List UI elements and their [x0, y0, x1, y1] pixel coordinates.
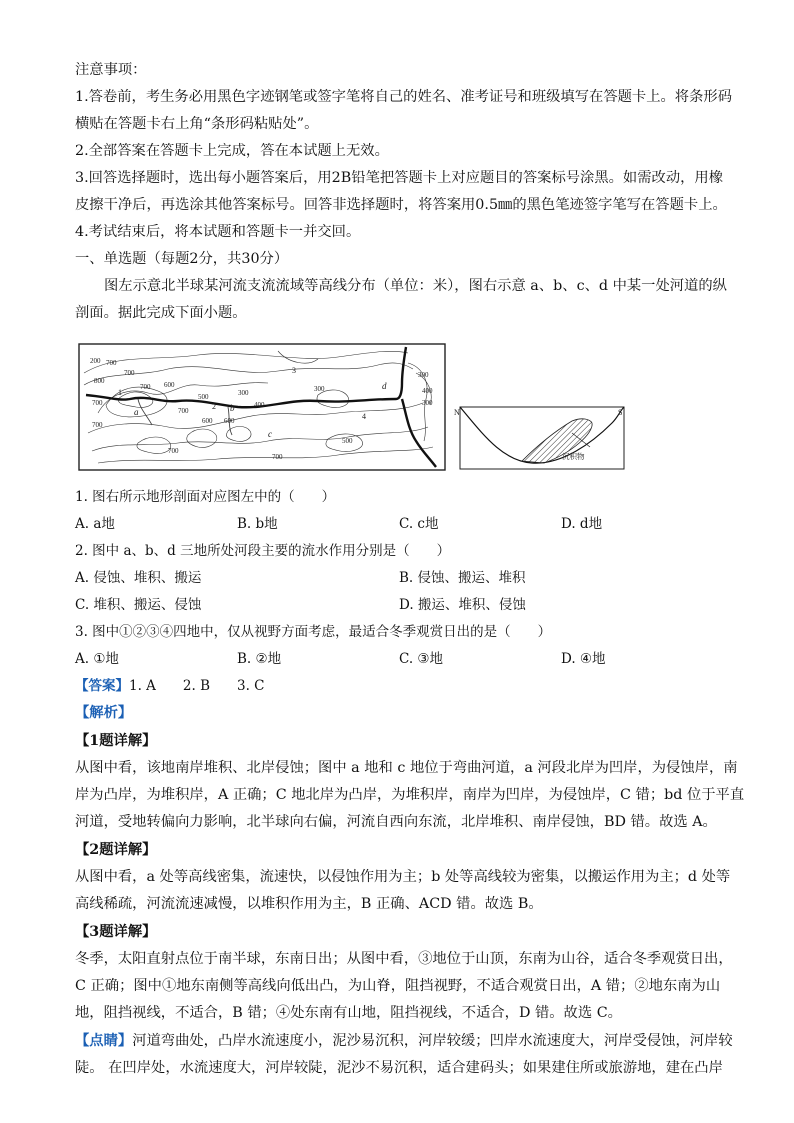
question-3-option-c: C. ③地	[399, 651, 444, 667]
map-label: 3	[292, 366, 296, 375]
q1-detail-heading: 【1题详解】	[75, 733, 157, 749]
question-2-stem: 2. 图中 a、b、d 三地所处河段主要的流水作用分别是（ ）	[75, 543, 451, 559]
map-label: 700	[92, 399, 103, 407]
q2-detail-line-2: 高线稀疏，河流流速减慢，以堆积作用为主，B 正确、ACD 错。故选 B。	[75, 896, 543, 912]
q2-detail-line-1: 从图中看，a 处等高线密集，流速快，以侵蚀作用为主；b 处等高线较为密集，以搬运作用为主；d 处等	[75, 869, 731, 885]
section-intro-line-1: 图左示意北半球某河流支流流域等高线分布（单位：米），图右示意 a、b、c、d 中某一处河道的纵	[104, 278, 727, 294]
map-label: 600	[224, 417, 235, 425]
note-3-line-1: 3.回答选择题时，选出每小题答案后，用2B铅笔把答题卡上对应题目的答案标号涂黑。如需改动，用橡	[75, 170, 724, 186]
map-label: 200	[90, 357, 101, 365]
map-label: 400	[254, 401, 265, 409]
map-label: 700	[178, 407, 189, 415]
map-label: 800	[94, 377, 105, 385]
q1-detail-line-1: 从图中看，该地南岸堆积、北岸侵蚀；图中 a 地和 c 地位于弯曲河道，a 河段北岸为凹岸，为侵蚀岸，南	[75, 760, 738, 776]
map-label: 1	[118, 388, 122, 397]
tip-line-2: 陡。 在凹岸处，水流速度大，河岸较陡，泥沙不易沉积，适合建码头；如果建住所或旅游地，建在凸岸	[75, 1060, 723, 1076]
map-label: 700	[92, 421, 103, 429]
note-2: 2.全部答案在答题卡上完成，答在本试题上无效。	[75, 143, 389, 159]
note-1-line-1: 1.答卷前，考生务必用黑色字迹钢笔或签字笔将自己的姓名、准考证号和班级填写在答题卡上。将条形码	[75, 89, 732, 105]
question-3-option-a: A. ①地	[75, 651, 119, 667]
map-label: d	[382, 381, 387, 391]
map-label: 400	[422, 387, 433, 395]
answer-line	[75, 676, 265, 696]
section-intro-line-2: 剖面。据此完成下面小题。	[75, 305, 247, 321]
river-section-figure	[452, 403, 632, 471]
section-label-n: N	[454, 408, 460, 417]
question-2-option-d: D. 搬运、堆积、侵蚀	[399, 597, 526, 613]
question-3-option-d: D. ④地	[561, 651, 606, 667]
answer-text: 1. A 2. B 3. C	[129, 678, 265, 694]
map-label: 700	[106, 359, 117, 367]
map-label: 500	[198, 393, 209, 401]
q3-detail-heading: 【3题详解】	[75, 924, 157, 940]
question-2-option-a: A. 侵蚀、堆积、搬运	[75, 570, 202, 586]
question-2-option-c: C. 堆积、搬运、侵蚀	[75, 597, 202, 613]
sediment-label: 沉积物	[562, 452, 585, 461]
question-3-stem: 3. 图中①②③④四地中，仅从视野方面考虑，最适合冬季观赏日出的是（ ）	[75, 624, 552, 640]
contour-map-figure	[78, 343, 446, 471]
map-label: 300	[314, 385, 325, 393]
question-3-option-b: B. ②地	[237, 651, 282, 667]
notes-title: 注意事项：	[75, 62, 147, 78]
section-label-s: S	[618, 408, 623, 417]
map-label: 300	[422, 399, 433, 407]
question-1-option-c: C. c地	[399, 516, 439, 532]
tip-line-1	[75, 1031, 733, 1051]
analysis-label: 【解析】	[75, 705, 133, 721]
question-1-option-d: D. d地	[561, 516, 603, 532]
note-3-line-2: 皮擦干净后，再选涂其他答案标号。回答非选择题时，将答案用0.5㎜的黑色笔迹签字笔写在答题卡上。	[75, 197, 727, 213]
note-4: 4.考试结束后，将本试题和答题卡一并交回。	[75, 224, 361, 240]
question-1-stem: 1. 图右所示地形剖面对应图左中的（ ）	[75, 489, 336, 505]
map-label: b	[230, 403, 235, 413]
q3-detail-line-2: C 正确；图中①地东南侧等高线向低出凸，为山脊，阻挡视野，不适合观赏日出，A 错；②地东南为山	[75, 978, 721, 994]
map-label: 300	[418, 371, 429, 379]
map-label: 4	[362, 412, 366, 421]
map-label: 600	[164, 381, 175, 389]
map-label: 500	[342, 437, 353, 445]
map-label: 2	[212, 402, 216, 411]
q1-detail-line-2: 岸为凸岸，为堆积岸，A 正确；C 地北岸为凸岸，为堆积岸，南岸为凹岸，为侵蚀岸，C 错；bd 位于平直	[75, 787, 745, 803]
question-1-option-b: B. b地	[237, 516, 278, 532]
map-label: 700	[168, 447, 179, 455]
map-label: 300	[238, 389, 249, 397]
q1-detail-line-3: 河道，受地转偏向力影响，北半球向右偏，河流自西向东流，北岸堆积、南岸侵蚀，BD 错。故选 A。	[75, 814, 717, 830]
note-1-line-2: 横贴在答题卡右上角“条形码粘贴处”。	[75, 116, 319, 132]
q3-detail-line-1: 冬季，太阳直射点位于南半球，东南日出；从图中看，③地位于山顶，东南为山谷，适合冬季观赏日出，	[75, 951, 733, 967]
question-1-option-a: A. a地	[75, 516, 115, 532]
answer-label: 【答案】	[75, 678, 129, 694]
map-label: 600	[202, 417, 213, 425]
q3-detail-line-3: 地，阻挡视线，不适合，B 错；④处东南有山地，阻挡视线，不适合，D 错。故选 C。	[75, 1005, 622, 1021]
map-label: 700	[272, 453, 283, 461]
map-label: a	[134, 407, 139, 417]
map-label: 700	[124, 369, 135, 377]
tip-text-1: 河道弯曲处，凸岸水流速度小，泥沙易沉积，河岸较缓；凹岸水流速度大，河岸受侵蚀，河岸较	[132, 1033, 733, 1049]
q2-detail-heading: 【2题详解】	[75, 842, 157, 858]
section-heading: 一、单选题（每题2分，共30分）	[75, 251, 289, 267]
tip-label: 【点睛】	[75, 1033, 133, 1049]
map-label: 700	[140, 383, 151, 391]
map-label: c	[268, 429, 272, 439]
question-2-option-b: B. 侵蚀、搬运、堆积	[399, 570, 526, 586]
